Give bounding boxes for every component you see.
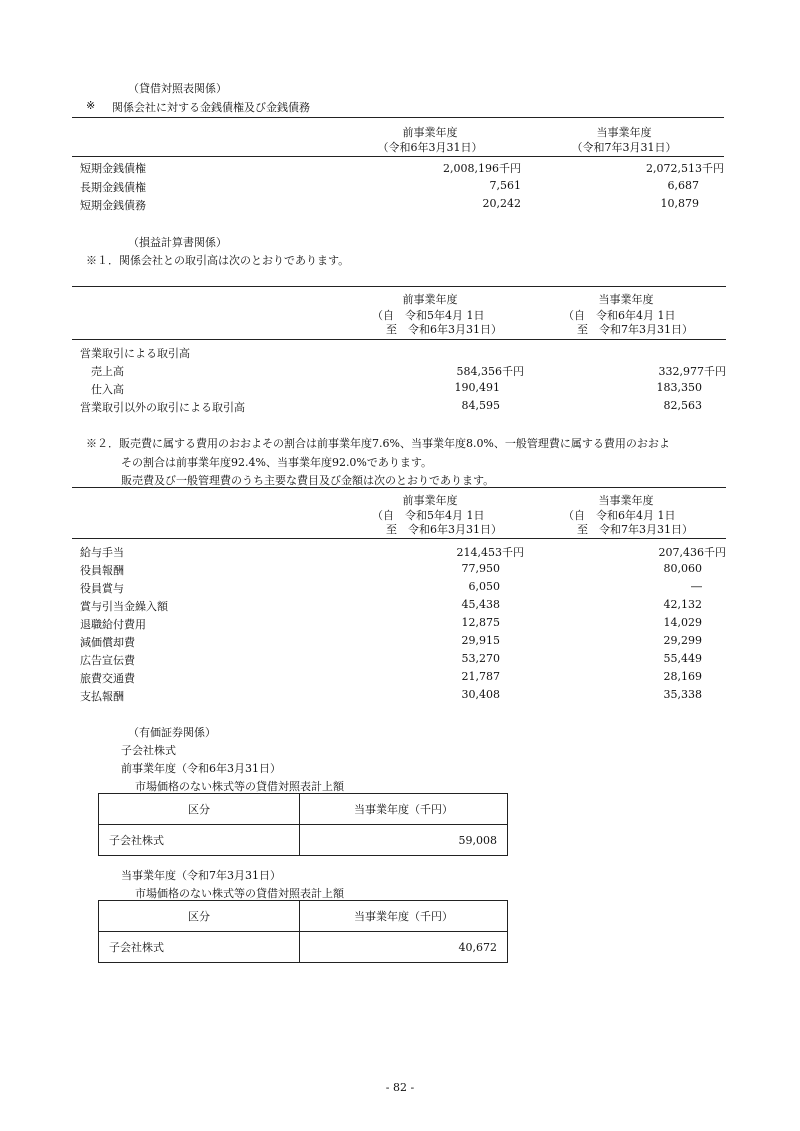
pl-note2-line3: 販売費及び一般管理費のうち主要な費目及び金額は次のとおりであります。: [121, 474, 495, 487]
row-prev-value: 6,050: [468, 580, 500, 593]
row-label: 売上高: [91, 365, 124, 378]
row-curr-value: 207,436千円: [658, 546, 726, 559]
row-prev-value: 77,950: [461, 562, 500, 575]
row-label: 減価償却費: [80, 636, 135, 649]
row-prev-value: 30,408: [461, 688, 500, 701]
pl-note2-line1: ※２．販売費に属する費用のおおよその割合は前事業年度7.6%、当事業年度8.0%、一般管理費に属する費用のおおよ: [86, 437, 670, 450]
row-label: 短期金銭債権: [80, 162, 146, 175]
row-prev-value: 584,356千円: [456, 365, 524, 378]
row-value: 40,672: [300, 932, 508, 963]
table-row: [99, 932, 508, 963]
col-curr-from: （自 令和6年4月 1日: [563, 509, 676, 522]
row-prev-value: 20,242: [482, 197, 521, 210]
sec-heading: （有価証券関係）: [128, 726, 216, 739]
note-mark: ※: [86, 99, 96, 112]
col-curr-from: （自 令和6年4月 1日: [563, 309, 676, 322]
row-curr-value: 42,132: [663, 598, 702, 611]
col-prev-to: 至 令和6年3月31日）: [386, 323, 502, 336]
sec-market-note: 市場価格のない株式等の貸借対照表計上額: [135, 780, 344, 793]
row-curr-value: 332,977千円: [658, 365, 726, 378]
divider: [72, 117, 724, 118]
divider: [72, 538, 726, 539]
row-curr-value: 6,687: [667, 179, 699, 192]
row-label: 給与手当: [80, 546, 124, 559]
col-prev-from: （自 令和5年4月 1日: [372, 309, 485, 322]
bs-heading: （貸借対照表関係）: [128, 82, 227, 95]
row-curr-value: 55,449: [663, 652, 702, 665]
col-curr-date: （令和7年3月31日）: [571, 141, 677, 154]
col-prev-header: 前事業年度: [402, 126, 458, 139]
row-curr-value: 82,563: [663, 399, 702, 412]
col-prev-header: 前事業年度: [402, 494, 458, 507]
col-kubun-header: 区分: [99, 794, 300, 825]
row-prev-value: 21,787: [461, 670, 500, 683]
col-amount-header: 当事業年度（千円）: [300, 901, 508, 932]
divider: [72, 156, 724, 157]
row-prev-value: 190,491: [454, 381, 500, 394]
col-curr-header: 当事業年度: [598, 494, 654, 507]
row-curr-value: 80,060: [663, 562, 702, 575]
row-curr-value: 10,879: [660, 197, 699, 210]
row-curr-value: 29,299: [663, 634, 702, 647]
sec-subsidiary-title: 子会社株式: [121, 744, 176, 757]
page-number: - 82 -: [385, 1081, 415, 1094]
row-curr-value: 183,350: [656, 381, 702, 394]
col-curr-header: 当事業年度: [598, 293, 654, 306]
row-prev-value: 214,453千円: [456, 546, 524, 559]
divider: [72, 286, 726, 287]
row-label: 退職給付費用: [80, 618, 146, 631]
row-label: 賞与引当金繰入額: [80, 600, 168, 613]
col-prev-date: （令和6年3月31日）: [377, 141, 483, 154]
row-curr-value: 2,072,513千円: [646, 162, 724, 175]
sec-market-note: 市場価格のない株式等の貸借対照表計上額: [135, 887, 344, 900]
col-curr-header: 当事業年度: [596, 126, 652, 139]
col-prev-to: 至 令和6年3月31日）: [386, 523, 502, 536]
row-prev-value: 45,438: [461, 598, 500, 611]
row-prev-value: 29,915: [461, 634, 500, 647]
curr-securities-table: [98, 900, 508, 963]
col-prev-header: 前事業年度: [402, 293, 458, 306]
col-curr-to: 至 令和7年3月31日）: [577, 523, 693, 536]
row-prev-value: 12,875: [461, 616, 500, 629]
row-prev-value: 7,561: [489, 179, 521, 192]
row-prev-value: 53,270: [461, 652, 500, 665]
row-label: 営業取引による取引高: [80, 347, 190, 360]
row-curr-value: 35,338: [663, 688, 702, 701]
col-amount-header: 当事業年度（千円）: [300, 794, 508, 825]
row-label: 支払報酬: [80, 690, 124, 703]
row-curr-value: ―: [691, 580, 702, 593]
row-label: 短期金銭債務: [80, 199, 146, 212]
row-label: 広告宣伝費: [80, 654, 135, 667]
row-curr-value: 14,029: [663, 616, 702, 629]
col-prev-from: （自 令和5年4月 1日: [372, 509, 485, 522]
row-label: 子会社株式: [99, 932, 300, 963]
sec-curr-year: 当事業年度（令和7年3月31日）: [121, 869, 281, 882]
bs-note-title: 関係会社に対する金銭債権及び金銭債務: [112, 101, 310, 114]
row-prev-value: 2,008,196千円: [443, 162, 521, 175]
row-label: 営業取引以外の取引による取引高: [80, 401, 245, 414]
table-header-row: [99, 794, 508, 825]
row-curr-value: 28,169: [663, 670, 702, 683]
row-label: 長期金銭債権: [80, 181, 146, 194]
row-prev-value: 84,595: [461, 399, 500, 412]
pl-note1: ※１．関係会社との取引高は次のとおりであります。: [86, 254, 350, 267]
table-header-row: [99, 901, 508, 932]
divider: [72, 339, 726, 340]
col-kubun-header: 区分: [99, 901, 300, 932]
row-label: 子会社株式: [99, 825, 300, 856]
row-label: 旅費交通費: [80, 672, 135, 685]
col-curr-to: 至 令和7年3月31日）: [577, 323, 693, 336]
sec-prev-year: 前事業年度（令和6年3月31日）: [121, 762, 281, 775]
divider: [72, 487, 726, 488]
row-label: 仕入高: [91, 383, 124, 396]
row-value: 59,008: [300, 825, 508, 856]
row-label: 役員報酬: [80, 564, 124, 577]
row-label: 役員賞与: [80, 582, 124, 595]
pl-note2-line2: その割合は前事業年度92.4%、当事業年度92.0%であります。: [121, 456, 433, 469]
table-row: [99, 825, 508, 856]
prev-securities-table: [98, 793, 508, 856]
pl-heading: （損益計算書関係）: [128, 236, 227, 249]
